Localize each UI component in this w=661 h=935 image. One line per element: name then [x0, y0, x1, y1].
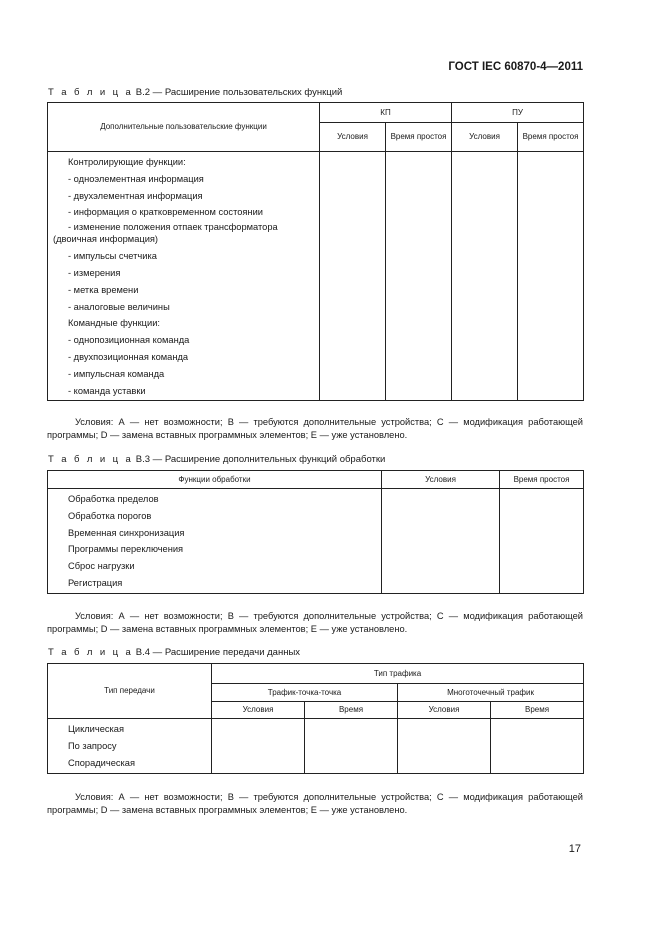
table-b3-cell — [500, 489, 584, 594]
list-item: - изменение положения отпаек трансформатора (двоичная информация) — [53, 222, 278, 244]
list-item: Временная синхронизация — [68, 527, 185, 538]
table-b4-header-multipoint: Многоточечный трафик — [398, 684, 584, 702]
list-item: Регистрация — [68, 577, 123, 588]
table-b4-header-traffic: Тип трафика — [212, 664, 584, 684]
table-b3-note: Условия: А — нет возможности; В — требуются дополнительные устройства; С — модификация работающей программы; D — замена вставных программных элементов; Е — уже установлено. — [47, 611, 583, 634]
table-b2-header-kp-conditions: Условия — [320, 123, 386, 152]
table-b2-note: Условия: А — нет возможности; В — требуются дополнительные устройства; С — модификация работающей программы; D — замена вставных программных элементов; Е — уже установлено. — [47, 417, 583, 440]
table-b4-header-multi-conditions: Условия — [398, 702, 491, 719]
list-item: Спорадическая — [68, 757, 136, 768]
table-b2 — [47, 102, 584, 401]
list-item: - одноэлементная информация — [68, 173, 204, 184]
table-b3-caption-label: Т а б л и ц а — [48, 454, 134, 465]
table-b4-note: Условия: А — нет возможности; В — требуются дополнительные устройства; С — модификация работающей программы; D — замена вставных программных элементов; Е — уже установлено. — [47, 792, 583, 815]
table-b2-header-kp-downtime: Время простоя — [386, 123, 452, 152]
list-item: - метка времени — [68, 284, 139, 295]
table-b4-caption-text: В.4 — Расширение передачи данных — [135, 647, 301, 658]
standard-header: ГОСТ IEC 60870-4—2011 — [448, 61, 583, 73]
list-item: - двухпозиционная команда — [68, 351, 189, 362]
table-b3-cell — [382, 489, 500, 594]
table-b4-header-p2p-conditions: Условия — [212, 702, 305, 719]
list-item: Сброс нагрузки — [68, 561, 135, 572]
table-b4-cell — [398, 719, 491, 774]
table-b3-items — [48, 489, 382, 594]
table-b4-cell — [491, 719, 584, 774]
list-item: Программы переключения — [68, 544, 184, 555]
table-b4 — [47, 663, 584, 774]
page-number: 17 — [568, 843, 581, 855]
list-item: - информация о кратковременном состоянии — [68, 207, 263, 218]
list-item: Обработка порогов — [68, 510, 152, 521]
table-b2-header-pu-conditions: Условия — [452, 123, 518, 152]
table-b2-caption-label: Т а б л и ц а — [48, 87, 134, 98]
list-item: - аналоговые величины — [68, 301, 170, 312]
table-b4-header-p2p: Трафик-точка-точка — [212, 684, 398, 702]
table-b2-cell — [320, 152, 386, 401]
list-item: По запросу — [68, 740, 117, 751]
table-b2-header-functions: Дополнительные пользовательские функции — [48, 103, 320, 152]
list-item: - измерения — [68, 267, 121, 278]
table-b2-header-pu-downtime: Время простоя — [518, 123, 584, 152]
table-b4-header-multi-time: Время — [491, 702, 584, 719]
list-item: Командные функции: — [68, 318, 160, 329]
table-b4-cell — [212, 719, 305, 774]
table-b3-header-functions: Функции обработки — [48, 471, 382, 489]
table-b2-cell — [452, 152, 518, 401]
table-b4-caption-label: Т а б л и ц а — [48, 647, 134, 658]
table-b2-caption — [48, 87, 342, 98]
list-item: Контролирующие функции: — [68, 157, 186, 167]
table-b4-cell — [305, 719, 398, 774]
table-b2-caption-text: В.2 — Расширение пользовательских функций — [135, 87, 343, 98]
list-item: - однопозиционная команда — [68, 335, 190, 346]
table-b2-header-pu: ПУ — [452, 103, 584, 123]
list-item: - импульсы счетчика — [68, 251, 157, 262]
table-b3-header-downtime: Время простоя — [500, 471, 584, 489]
list-item: - команда уставки — [68, 385, 146, 396]
table-b4-caption — [48, 647, 300, 658]
table-b2-cell — [518, 152, 584, 401]
list-item: - двухэлементная информация — [68, 190, 203, 201]
table-b4-header-type: Тип передачи — [48, 664, 212, 719]
table-b2-header-kp: КП — [320, 103, 452, 123]
table-b4-header-p2p-time: Время — [305, 702, 398, 719]
table-b3-caption — [48, 454, 385, 465]
list-item: Циклическая — [68, 724, 124, 734]
list-item: - импульсная команда — [68, 368, 165, 379]
table-b2-cell — [386, 152, 452, 401]
table-b3-header-conditions: Условия — [382, 471, 500, 489]
table-b3 — [47, 470, 584, 594]
list-item: Обработка пределов — [68, 494, 159, 504]
table-b3-caption-text: В.3 — Расширение дополнительных функций обработки — [135, 454, 386, 465]
table-b4-items — [48, 719, 212, 774]
table-b2-items — [48, 152, 320, 401]
